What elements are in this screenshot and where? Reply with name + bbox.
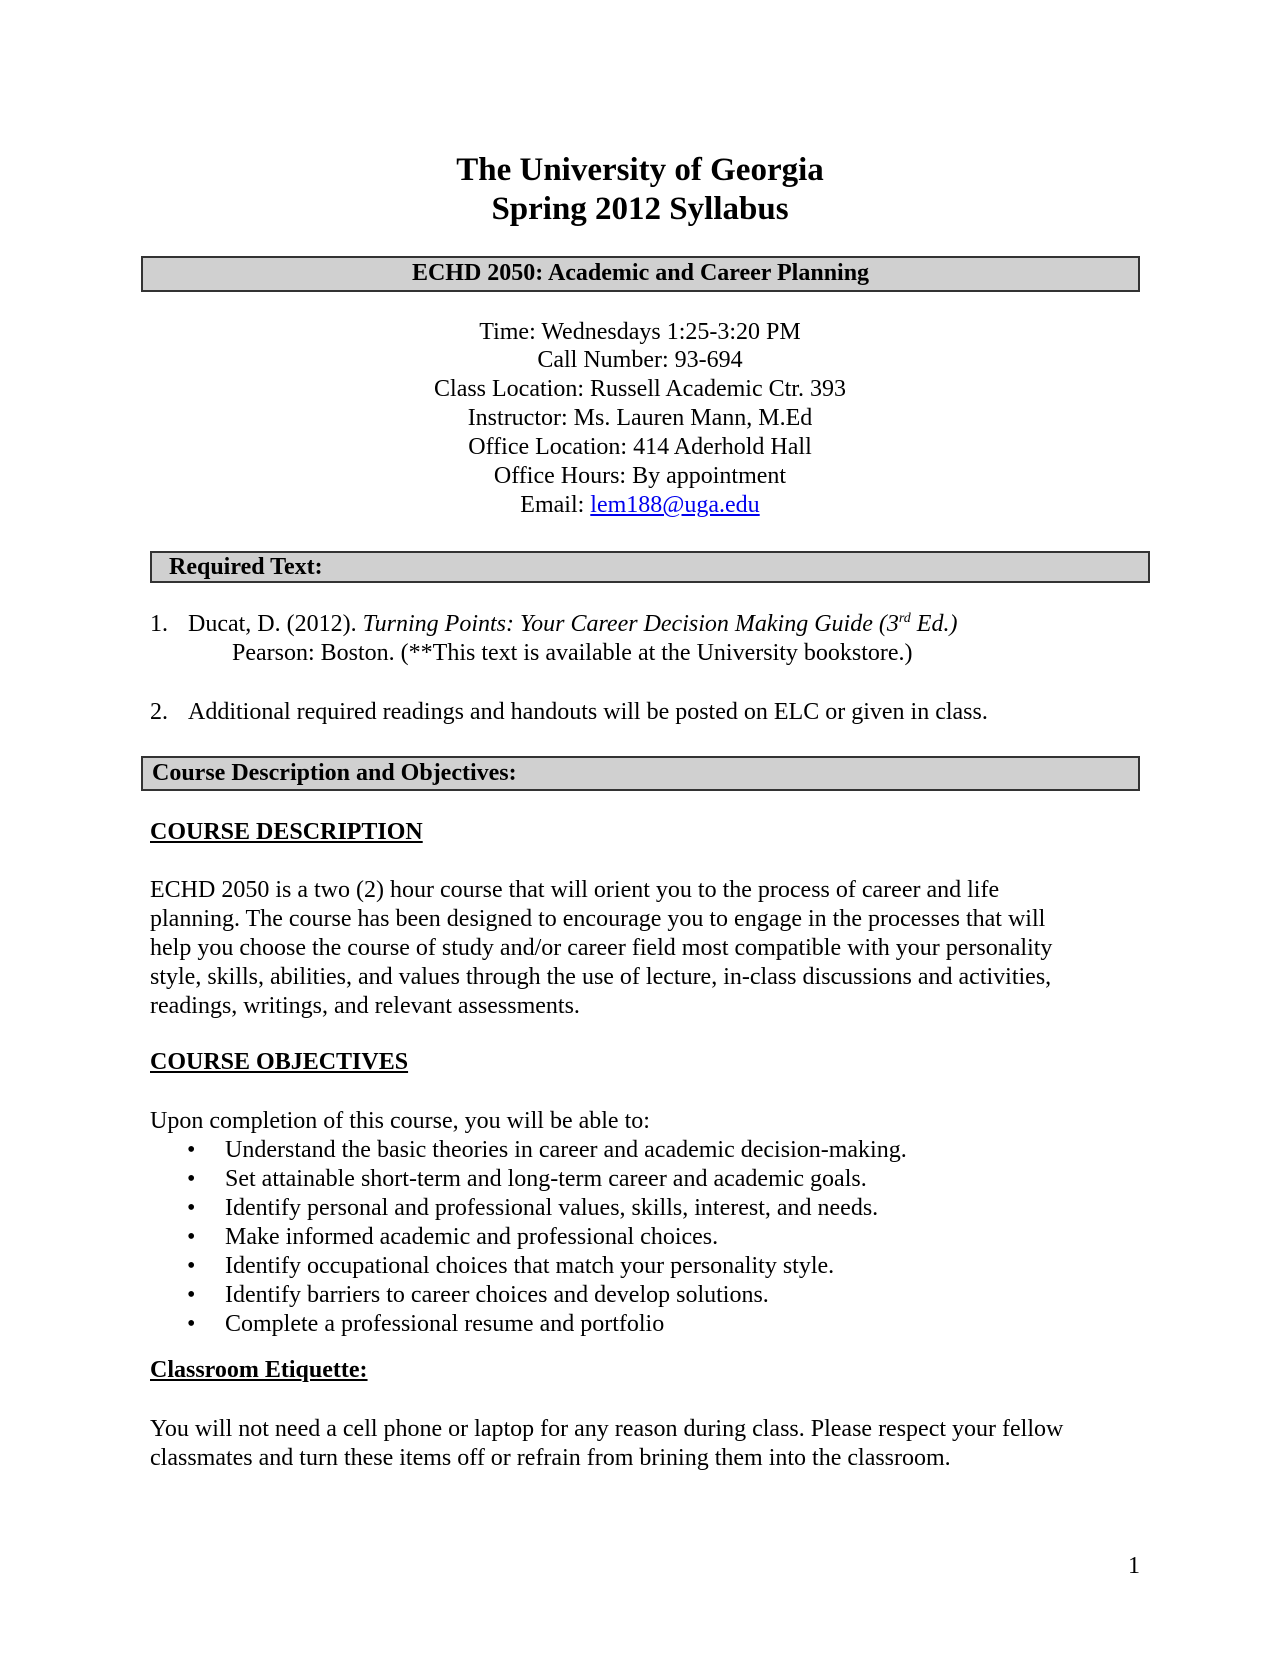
- required-text-box: [150, 551, 1150, 583]
- course-title-box: [141, 256, 1140, 292]
- email-label: Email:: [520, 492, 591, 518]
- course-objectives-heading: COURSE OBJECTIVES: [150, 1049, 409, 1075]
- course-description-heading: COURSE DESCRIPTION: [150, 819, 423, 845]
- bullet-icon: •: [187, 1166, 196, 1192]
- required-item-1-superscript: rd: [898, 611, 911, 626]
- bullet-icon: •: [187, 1282, 196, 1308]
- objective-item: [150, 1194, 1150, 1223]
- classroom-etiquette-line: classmates and turn these items off or refrain from brining them into the classroom.: [150, 1445, 951, 1471]
- bullet-icon: •: [187, 1224, 196, 1250]
- course-description-box: [141, 756, 1140, 791]
- course-description-line: planning. The course has been designed to encourage you to engage in the processes that will: [150, 906, 1046, 932]
- objective-text: Identify barriers to career choices and develop solutions.: [225, 1282, 769, 1308]
- objective-item: [150, 1165, 1150, 1194]
- objective-text: Complete a professional resume and portfolio: [225, 1311, 665, 1337]
- objectives-list: [150, 1136, 1150, 1339]
- objective-text: Identify occupational choices that match your personality style.: [225, 1253, 835, 1279]
- class-location: Class Location: Russell Academic Ctr. 393: [434, 376, 846, 402]
- required-item-1-publisher: Pearson: Boston. (**This text is available at the University bookstore.): [232, 640, 913, 666]
- objective-item: [150, 1136, 1150, 1165]
- course-description-line: style, skills, abilities, and values through the use of lecture, in-class discussions and activities,: [150, 964, 1052, 990]
- bullet-icon: •: [187, 1253, 196, 1279]
- course-description-box-title: Course Description and Objectives:: [152, 760, 517, 786]
- course-description-line: help you choose the course of study and/or career field most compatible with your personality: [150, 935, 1053, 961]
- required-item-1-title-text: Turning Points: Your Career Decision Making Guide (3: [362, 611, 899, 637]
- email-link[interactable]: lem188@uga.edu: [590, 492, 760, 518]
- course-description-line: ECHD 2050 is a two (2) hour course that will orient you to the process of career and life: [150, 877, 1000, 903]
- required-item-1-author: Ducat, D. (2012).: [188, 611, 363, 637]
- email-line: [0, 491, 1280, 520]
- course-description-paragraph: [150, 876, 1140, 1021]
- objective-text: Make informed academic and professional choices.: [225, 1224, 719, 1250]
- bullet-icon: •: [187, 1311, 196, 1337]
- required-item-1-title: [363, 611, 958, 637]
- office-hours: Office Hours: By appointment: [493, 463, 787, 489]
- office-location: Office Location: 414 Aderhold Hall: [468, 434, 812, 460]
- objective-item: [150, 1310, 1150, 1339]
- classroom-etiquette-line: You will not need a cell phone or laptop for any reason during class. Please respect your fellow: [150, 1416, 1064, 1442]
- call-number: Call Number: 93-694: [537, 347, 743, 373]
- course-title: ECHD 2050: Academic and Career Planning: [411, 260, 870, 286]
- course-description-line: readings, writings, and relevant assessments.: [150, 993, 580, 1019]
- instructor: Instructor: Ms. Lauren Mann, M.Ed: [467, 405, 813, 431]
- objective-text: Set attainable short-term and long-term career and academic goals.: [225, 1166, 867, 1192]
- required-item-2-text: Additional required readings and handouts will be posted on ELC or given in class.: [188, 699, 988, 725]
- objective-text: Identify personal and professional values, skills, interest, and needs.: [225, 1195, 879, 1221]
- class-time: Time: Wednesdays 1:25-3:20 PM: [479, 319, 801, 345]
- objective-item: [150, 1223, 1150, 1252]
- required-text-heading: Required Text:: [169, 554, 323, 580]
- syllabus-term-title: Spring 2012 Syllabus: [491, 191, 789, 227]
- bullet-icon: •: [187, 1137, 196, 1163]
- page-number: 1: [1128, 1553, 1140, 1579]
- objective-item: [150, 1252, 1150, 1281]
- required-item-2-number: 2.: [150, 699, 168, 725]
- required-item-1-edition: Ed.): [910, 611, 958, 637]
- bullet-icon: •: [187, 1195, 196, 1221]
- course-objectives-intro: Upon completion of this course, you will be able to:: [150, 1108, 650, 1134]
- university-title: The University of Georgia: [456, 152, 824, 188]
- required-item-1-number: 1.: [150, 611, 168, 637]
- objective-text: Understand the basic theories in career and academic decision-making.: [225, 1137, 907, 1163]
- objective-item: [150, 1281, 1150, 1310]
- classroom-etiquette-heading: Classroom Etiquette:: [150, 1357, 368, 1383]
- required-item-1-citation: [188, 610, 957, 639]
- classroom-etiquette-paragraph: [150, 1415, 1140, 1473]
